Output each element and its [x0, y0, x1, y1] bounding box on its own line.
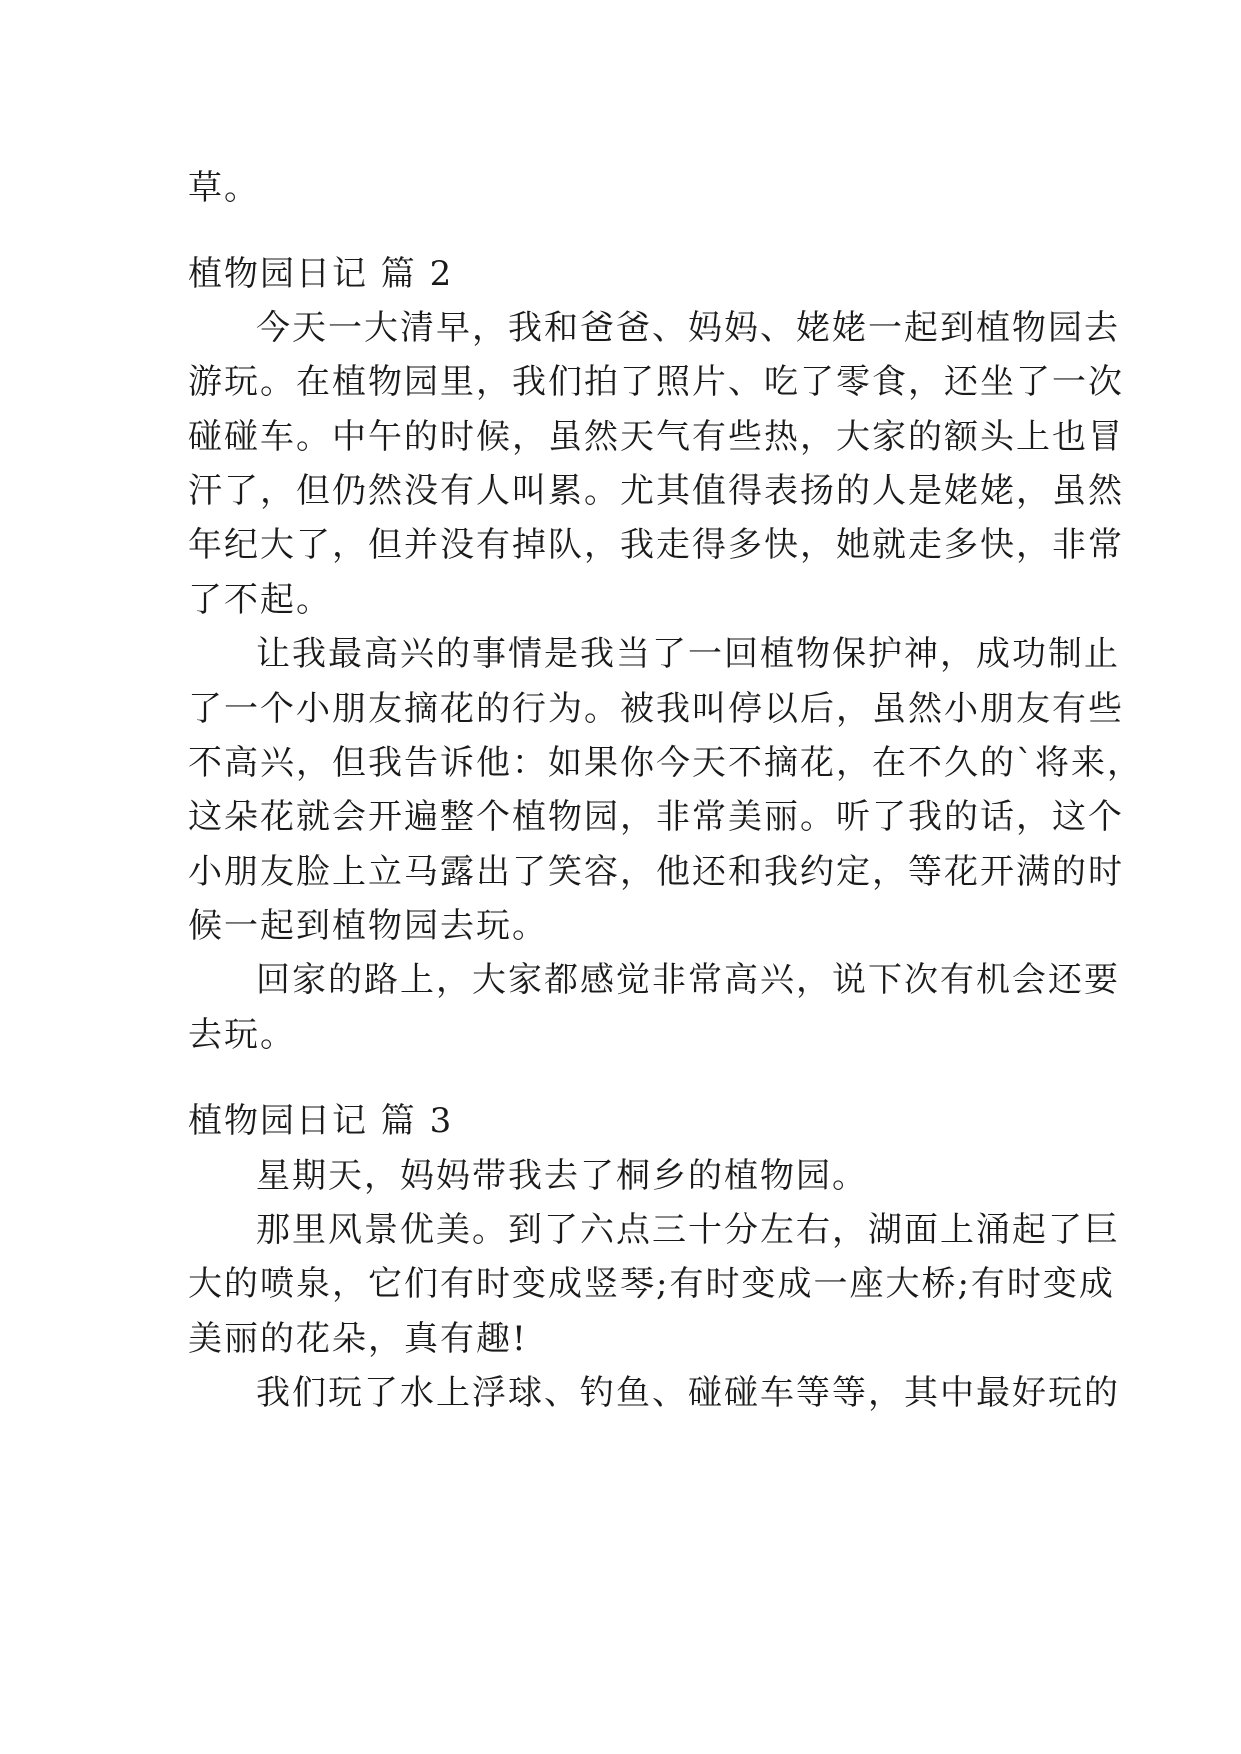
paragraph-line: 回家的路上，大家都感觉非常高兴，说下次有机会还要 [256, 960, 1120, 1000]
paragraph-line: 星期天，妈妈带我去了桐乡的植物园。 [256, 1156, 868, 1196]
continuation-line: 草。 [188, 168, 260, 208]
paragraph-line: 美丽的花朵，真有趣! [188, 1319, 528, 1359]
paragraph-line: 小朋友脸上立马露出了笑容，他还和我约定，等花开满的时 [188, 852, 1124, 892]
paragraph-line: 大的喷泉，它们有时变成竖琴;有时变成一座大桥;有时变成 [188, 1264, 1115, 1304]
paragraph-line: 年纪大了，但并没有掉队，我走得多快，她就走多快，非常 [188, 525, 1124, 565]
paragraph-line: 我们玩了水上浮球、钓鱼、碰碰车等等，其中最好玩的 [256, 1373, 1120, 1413]
paragraph-line: 了一个小朋友摘花的行为。被我叫停以后，虽然小朋友有些 [188, 689, 1124, 729]
paragraph-line: 今天一大清早，我和爸爸、妈妈、姥姥一起到植物园去 [256, 308, 1120, 348]
paragraph-line: 这朵花就会开遍整个植物园，非常美丽。听了我的话，这个 [188, 797, 1124, 837]
paragraph-line: 了不起。 [188, 580, 332, 620]
paragraph-line: 去玩。 [188, 1015, 296, 1055]
paragraph-line: 碰碰车。中午的时候，虽然天气有些热，大家的额头上也冒 [188, 417, 1124, 457]
paragraph-line: 汗了，但仍然没有人叫累。尤其值得表扬的人是姥姥，虽然 [188, 471, 1124, 511]
section-heading-3: 植物园日记 篇 3 [188, 1101, 454, 1141]
paragraph-line: 候一起到植物园去玩。 [188, 906, 548, 946]
paragraph-line: 让我最高兴的事情是我当了一回植物保护神，成功制止 [256, 634, 1120, 674]
section-heading-2: 植物园日记 篇 2 [188, 254, 454, 294]
paragraph-line: 游玩。在植物园里，我们拍了照片、吃了零食，还坐了一次 [188, 362, 1124, 402]
paragraph-line: 那里风景优美。到了六点三十分左右，湖面上涌起了巨 [256, 1210, 1120, 1250]
paragraph-line: 不高兴，但我告诉他：如果你今天不摘花，在不久的`将来， [188, 743, 1143, 783]
